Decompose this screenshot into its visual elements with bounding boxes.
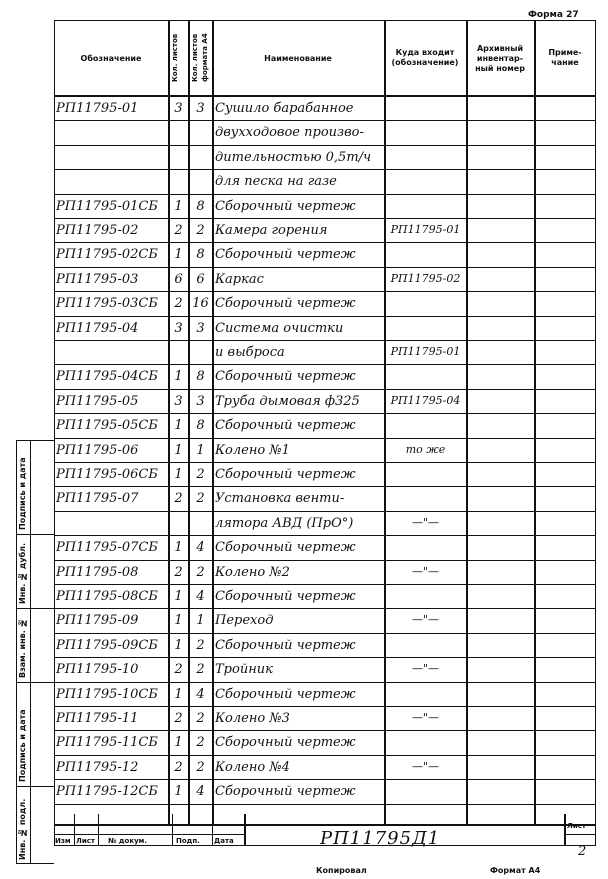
cell-sheets: 2 <box>174 662 183 678</box>
cell-name: Сборочный чертеж <box>215 589 356 604</box>
cell-code: РП11795-01 <box>56 101 139 116</box>
cell-code: РП11795-09СБ <box>56 637 158 653</box>
cell-code: РП11795-12СБ <box>56 784 158 800</box>
cell-where: —"— <box>411 662 440 676</box>
cell-sheets: 1 <box>174 442 183 458</box>
cell-sheets: 2 <box>174 296 183 312</box>
header-sheets: Кол. листов <box>171 33 179 83</box>
cell-name: Колено №4 <box>215 759 290 775</box>
side-stamp-divider <box>30 440 31 864</box>
header-designation: Обозначение <box>80 54 142 63</box>
title-list: Лист <box>76 837 95 845</box>
cell-fmt: 2 <box>196 735 205 751</box>
cell-where: —"— <box>411 564 440 578</box>
cell-code: РП11795-04СБ <box>56 369 158 385</box>
cell-sheets: 3 <box>174 393 183 409</box>
cell-sheets: 1 <box>174 198 183 214</box>
header-archive-no: Архивный инвентар- ный номер <box>475 44 525 73</box>
cell-sheets: 1 <box>174 686 183 702</box>
cell-sheets: 1 <box>174 540 183 556</box>
side-vzam-inv: Взам. инв. № <box>18 618 27 678</box>
cell-name: Сборочный чертеж <box>215 467 356 482</box>
cell-sheets: 1 <box>174 637 183 653</box>
cell-code: РП11795-02 <box>56 223 139 238</box>
cell-name: Сборочный чертеж <box>215 540 356 556</box>
cell-sheets: 6 <box>174 271 183 287</box>
title-podp: Подп. <box>176 837 200 845</box>
cell-where: —"— <box>411 613 440 627</box>
cell-where: —"— <box>411 515 440 529</box>
side-stamp-divider <box>16 608 54 609</box>
cell-fmt: 4 <box>196 589 205 604</box>
title-block-divider <box>74 814 75 846</box>
footer-copied: Копировал <box>316 866 367 875</box>
cell-name: Труба дымовая ф325 <box>215 393 360 409</box>
cell-code: РП11795-10СБ <box>56 686 158 702</box>
cell-sheets: 1 <box>174 247 183 263</box>
cell-code: РП11795-12 <box>56 759 139 775</box>
cell-name: Сборочный чертеж <box>215 296 356 312</box>
side-sign-date-1: Подпись и дата <box>18 457 27 530</box>
cell-where: РП11795-02 <box>390 271 461 285</box>
sheet-label: Лист <box>567 822 586 830</box>
cell-name: Колено №3 <box>215 711 290 726</box>
cell-name: Сборочный чертеж <box>215 247 356 263</box>
cell-code: РП11795-08СБ <box>56 589 158 604</box>
cell-code: РП11795-03СБ <box>56 296 158 312</box>
cell-sheets: 2 <box>174 564 183 580</box>
cell-name: Колено №2 <box>215 564 290 580</box>
cell-fmt: 4 <box>196 784 205 800</box>
cell-fmt: 3 <box>196 101 205 116</box>
title-block-divider <box>564 814 566 846</box>
title-doc-no: № докум. <box>108 837 148 845</box>
title-data: Дата <box>214 837 234 845</box>
cell-sheets: 2 <box>174 759 183 775</box>
cell-code: РП11795-08 <box>56 564 139 580</box>
cell-where: РП11795-01 <box>390 345 461 358</box>
cell-code: РП11795-10 <box>56 662 139 678</box>
cell-code: РП11795-11 <box>56 711 139 726</box>
cell-code: РП11795-09 <box>56 613 139 629</box>
side-stamp-divider <box>16 786 54 787</box>
cell-code: РП11795-05 <box>56 393 139 409</box>
cell-name: лятора АВД (ПрО°) <box>215 515 354 531</box>
cell-fmt: 2 <box>196 491 205 507</box>
title-block-divider <box>172 814 173 846</box>
cell-fmt: 2 <box>196 759 205 775</box>
sheet-number: 2 <box>578 844 587 859</box>
cell-name: Установка венти- <box>215 491 345 507</box>
cell-where: —"— <box>411 711 440 724</box>
cell-fmt: 3 <box>196 320 205 336</box>
title-block-divider <box>54 834 244 835</box>
cell-code: РП11795-05СБ <box>56 418 158 434</box>
cell-fmt: 3 <box>196 393 205 409</box>
header-where-used: Куда входит (обозначение) <box>391 48 459 67</box>
cell-fmt: 2 <box>196 637 205 653</box>
cell-code: РП11795-06 <box>56 442 139 458</box>
cell-name: Тройник <box>215 662 273 678</box>
cell-fmt: 2 <box>196 223 205 238</box>
cell-fmt: 1 <box>196 613 205 629</box>
cell-name: Сборочный чертеж <box>215 637 356 653</box>
cell-code: РП11795-07СБ <box>56 540 158 556</box>
row-divider <box>54 804 596 805</box>
cell-code: РП11795-07 <box>56 491 139 507</box>
cell-fmt: 8 <box>196 418 205 434</box>
cell-name: Колено №1 <box>215 442 290 458</box>
cell-where: —"— <box>411 759 440 773</box>
cell-name: Система очистки <box>215 320 344 336</box>
cell-name: Сборочный чертеж <box>215 735 356 751</box>
cell-name: Переход <box>215 613 274 629</box>
cell-sheets: 1 <box>174 369 183 385</box>
cell-sheets: 1 <box>174 589 183 604</box>
cell-fmt: 8 <box>196 198 205 214</box>
header-name: Наименование <box>264 54 332 63</box>
cell-name: Камера горения <box>215 223 328 238</box>
cell-sheets: 1 <box>174 467 183 482</box>
cell-where: РП11795-01 <box>390 223 461 236</box>
side-sign-date-2: Подпись и дата <box>18 709 27 782</box>
cell-name: Сборочный чертеж <box>215 686 356 702</box>
cell-name: для песка на газе <box>215 174 337 190</box>
form-label: Форма 27 <box>528 10 579 20</box>
side-inv-dubl: Инв. № дубл. <box>18 542 27 604</box>
title-izm: Изм <box>55 837 71 845</box>
cell-name: Каркас <box>215 271 264 287</box>
cell-sheets: 2 <box>174 491 183 507</box>
cell-name: двухходовое произво- <box>215 125 364 141</box>
cell-fmt: 4 <box>196 540 205 556</box>
cell-sheets: 3 <box>174 320 183 336</box>
cell-fmt: 6 <box>196 271 205 287</box>
cell-sheets: 3 <box>174 101 183 116</box>
cell-where: РП11795-04 <box>390 393 461 407</box>
cell-code: РП11795-04 <box>56 320 139 336</box>
title-block-top <box>54 824 596 826</box>
cell-code: РП11795-11СБ <box>56 735 158 751</box>
cell-fmt: 2 <box>196 467 205 482</box>
header-note: Приме- чание <box>548 48 582 67</box>
cell-sheets: 1 <box>174 418 183 434</box>
title-block-divider <box>212 814 213 846</box>
cell-fmt: 8 <box>196 369 205 385</box>
cell-fmt: 2 <box>196 564 205 580</box>
side-inv-podl: Инв. № подл. <box>18 798 27 860</box>
cell-fmt: 8 <box>196 247 205 263</box>
title-block-divider <box>98 814 99 846</box>
cell-name: Сушило барабанное <box>215 101 354 116</box>
side-stamp-divider <box>16 534 54 535</box>
cell-name: Сборочный чертеж <box>215 418 356 434</box>
cell-sheets: 2 <box>174 223 183 238</box>
title-block-divider <box>244 814 246 846</box>
cell-where: то же <box>405 442 446 456</box>
cell-fmt: 2 <box>196 711 205 726</box>
cell-sheets: 1 <box>174 613 183 629</box>
cell-code: РП11795-03 <box>56 271 139 287</box>
cell-fmt: 16 <box>192 296 209 312</box>
cell-name: Сборочный чертеж <box>215 369 356 385</box>
cell-name: дительностью 0,5т/ч <box>215 149 372 165</box>
cell-fmt: 1 <box>196 442 205 458</box>
cell-fmt: 4 <box>196 686 205 702</box>
cell-code: РП11795-02СБ <box>56 247 158 263</box>
cell-name: и выброса <box>215 345 285 360</box>
document-number: РП11795Д1 <box>320 828 441 849</box>
cell-code: РП11795-06СБ <box>56 467 158 482</box>
footer-format: Формат А4 <box>490 866 541 875</box>
cell-sheets: 2 <box>174 711 183 726</box>
cell-sheets: 1 <box>174 735 183 751</box>
cell-code: РП11795-01СБ <box>56 198 158 214</box>
cell-fmt: 2 <box>196 662 205 678</box>
cell-name: Сборочный чертеж <box>215 198 356 214</box>
cell-name: Сборочный чертеж <box>215 784 356 800</box>
title-block-divider <box>564 834 596 835</box>
side-stamp-divider <box>16 682 54 683</box>
header-format: Кол. листов формата А4 <box>191 33 209 83</box>
cell-sheets: 1 <box>174 784 183 800</box>
